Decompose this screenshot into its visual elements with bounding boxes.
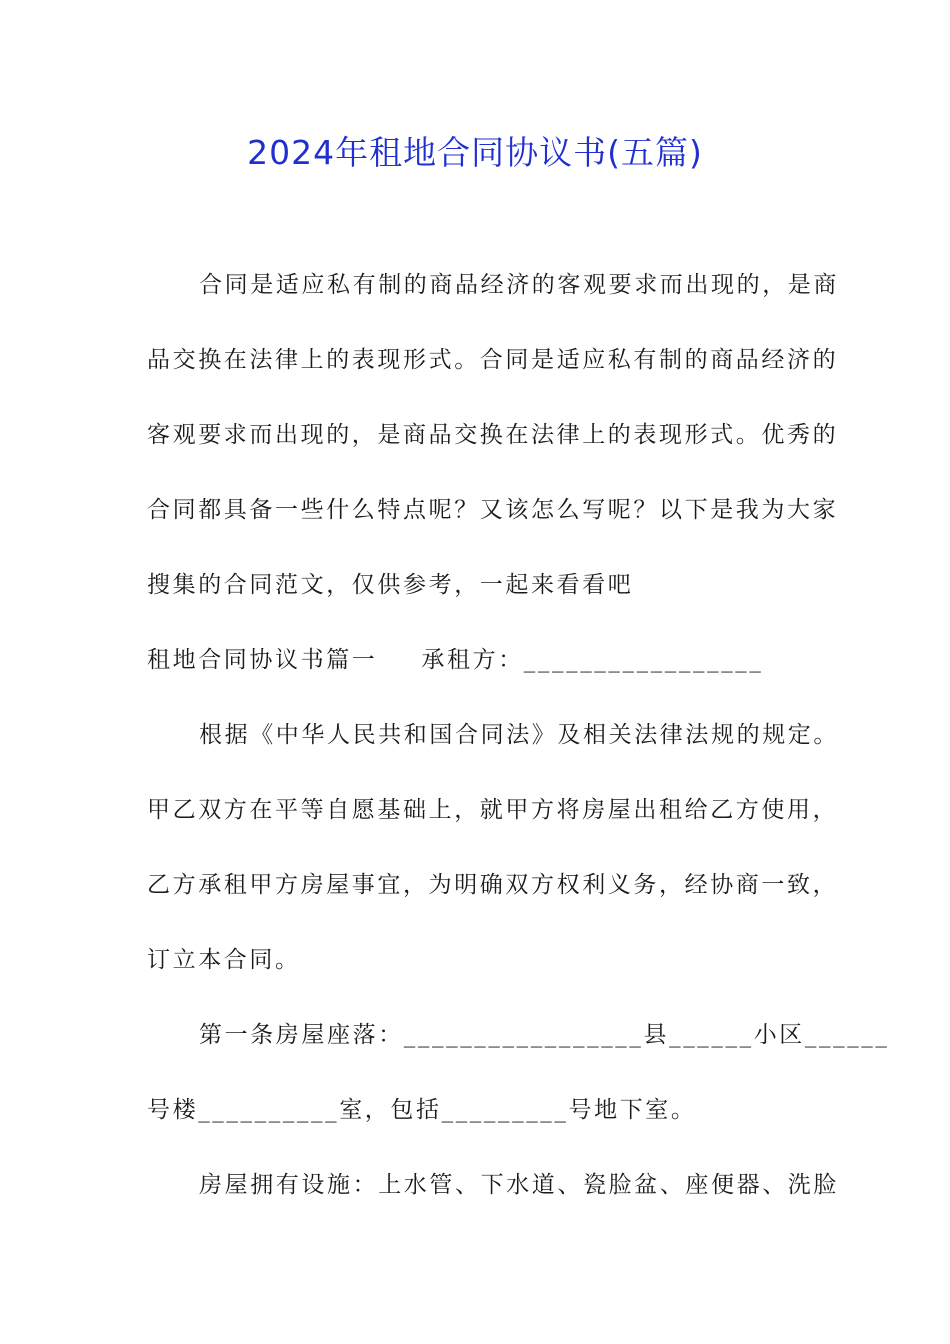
- paragraph-line: 品交换在法律上的表现形式。合同是适应私有制的商品经济的: [147, 347, 839, 373]
- paragraph-line: 甲乙双方在平等自愿基础上，就甲方将房屋出租给乙方使用，: [147, 797, 839, 823]
- paragraph-line: 第一条房屋座落：_________________县______小区______: [199, 1022, 890, 1048]
- paragraph-line: 号楼__________室，包括_________号地下室。: [147, 1097, 697, 1123]
- document-title: 2024年租地合同协议书(五篇): [247, 133, 703, 172]
- paragraph-line: 订立本合同。: [147, 947, 301, 973]
- paragraph-line: 合同是适应私有制的商品经济的客观要求而出现的，是商: [199, 272, 839, 298]
- paragraph-line: 房屋拥有设施：上水管、下水道、瓷脸盆、座便器、洗脸: [199, 1172, 839, 1198]
- paragraph-line: 客观要求而出现的，是商品交换在法律上的表现形式。优秀的: [147, 422, 839, 448]
- section-heading-line: [147, 643, 764, 677]
- paragraph-line: 搜集的合同范文，仅供参考，一起来看看吧: [147, 572, 634, 598]
- paragraph-line: 根据《中华人民共和国合同法》及相关法律法规的规定。: [199, 722, 839, 748]
- lessee-field: 承租方：_________________: [421, 647, 764, 673]
- paragraph-line: 乙方承租甲方房屋事宜，为明确双方权利义务，经协商一致，: [147, 872, 839, 898]
- section-heading: 租地合同协议书篇一: [147, 647, 378, 673]
- paragraph-line: 合同都具备一些什么特点呢？又该怎么写呢？以下是我为大家: [147, 497, 839, 523]
